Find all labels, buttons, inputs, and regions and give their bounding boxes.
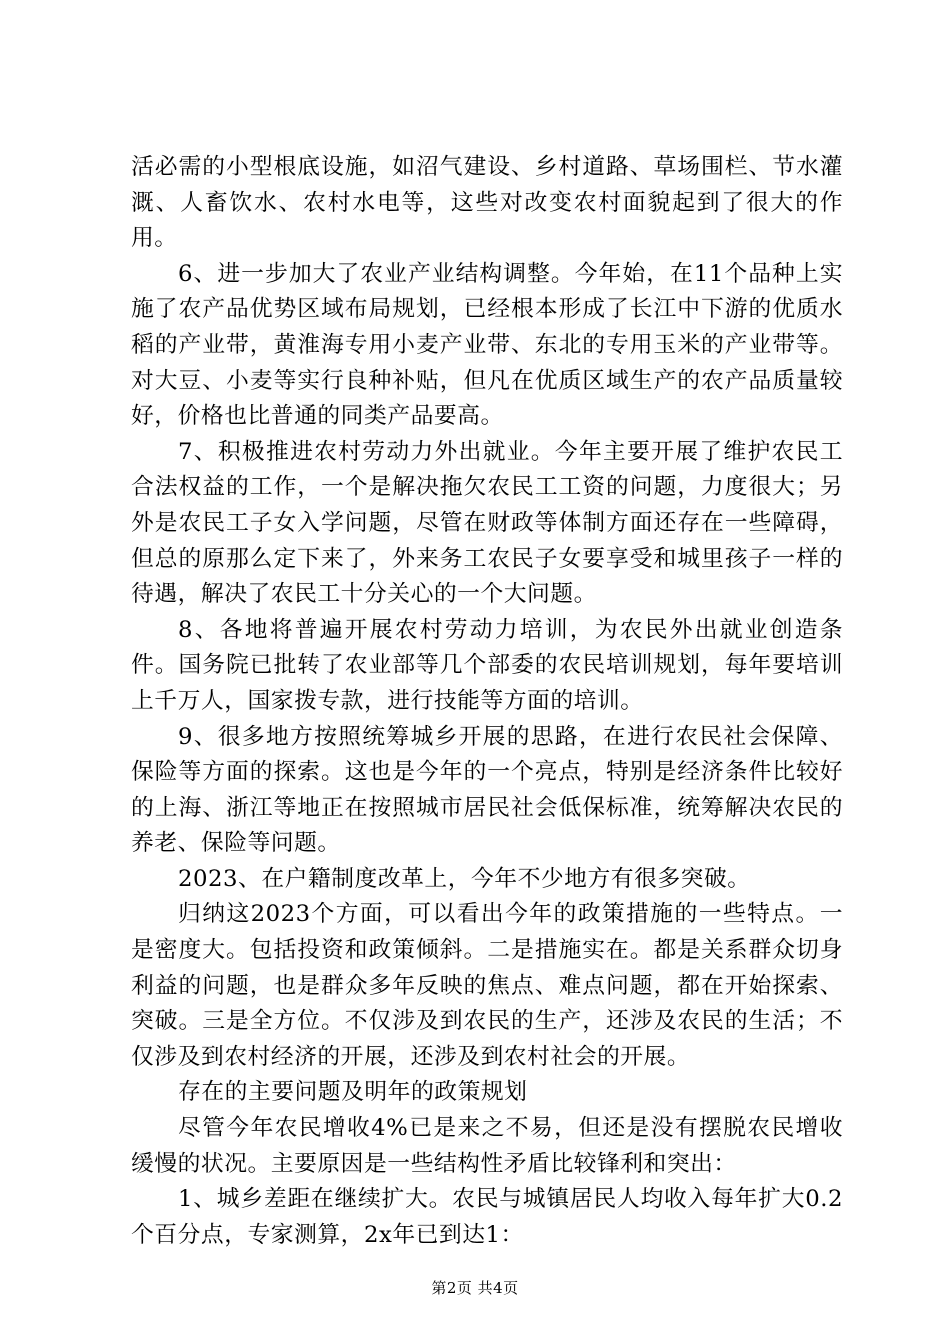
paragraph-4: 8、各地将普遍开展农村劳动力培训，为农民外出就业创造条件。国务院已批转了农业部等几个部委的农民培训规划，每年要培训上千万人，国家拨专款，进行技能等方面的培训。 (131, 616, 843, 714)
document-body (131, 150, 843, 1253)
paragraph-9: 尽管今年农民增收4%已是来之不易，但还是没有摆脱农民增收缓慢的状况。主要原因是一些结构性矛盾比较锋利和突出： (131, 1115, 843, 1177)
paragraph-5: 9、很多地方按照统筹城乡开展的思路，在进行农民社会保障、保险等方面的探索。这也是今年的一个亮点，特别是经济条件比较好的上海、浙江等地正在按照城市居民社会低保标准，统筹解决农民的养老、保险等问题。 (131, 723, 843, 857)
paragraph-6: 2023、在户籍制度改革上，今年不少地方有很多突破。 (178, 865, 751, 892)
section-heading: 存在的主要问题及明年的政策规划 (178, 1079, 528, 1106)
paragraph-2: 6、进一步加大了农业产业结构调整。今年始，在11个品种上实施了农产品优势区域布局规划，已经根本形成了长江中下游的优质水稻的产业带，黄淮海专用小麦产业带、东北的专用玉米的产业带等。对大豆、小麦等实行良种补贴，但凡在优质区域生产的农产品质量较好，价格也比普通的同类产品要高。 (131, 260, 843, 430)
page-number-footer: 第2页 共4页 (431, 1279, 519, 1297)
paragraph-1: 活必需的小型根底设施，如沼气建设、乡村道路、草场围栏、节水灌溉、人畜饮水、农村水电等，这些对改变农村面貌起到了很大的作用。 (131, 154, 843, 252)
paragraph-7: 归纳这2023个方面，可以看出今年的政策措施的一些特点。一是密度大。包括投资和政策倾斜。二是措施实在。都是关系群众切身利益的问题，也是群众多年反映的焦点、难点问题，都在开始探索、突破。三是全方位。不仅涉及到农民的生产，还涉及农民的生活；不仅涉及到农村经济的开展，还涉及到农村社会的开展。 (131, 901, 843, 1070)
paragraph-10: 1、城乡差距在继续扩大。农民与城镇居民人均收入每年扩大0.2个百分点，专家测算，2x年已到达1： (131, 1186, 843, 1248)
paragraph-3: 7、积极推进农村劳动力外出就业。今年主要开展了维护农民工合法权益的工作，一个是解决拖欠农民工工资的问题，力度很大；另外是农民工子女入学问题，尽管在财政等体制方面还存在一些障碍，但总的原那么定下来了，外来务工农民子女要享受和城里孩子一样的待遇，解决了农民工十分关心的一个大问题。 (131, 438, 843, 608)
